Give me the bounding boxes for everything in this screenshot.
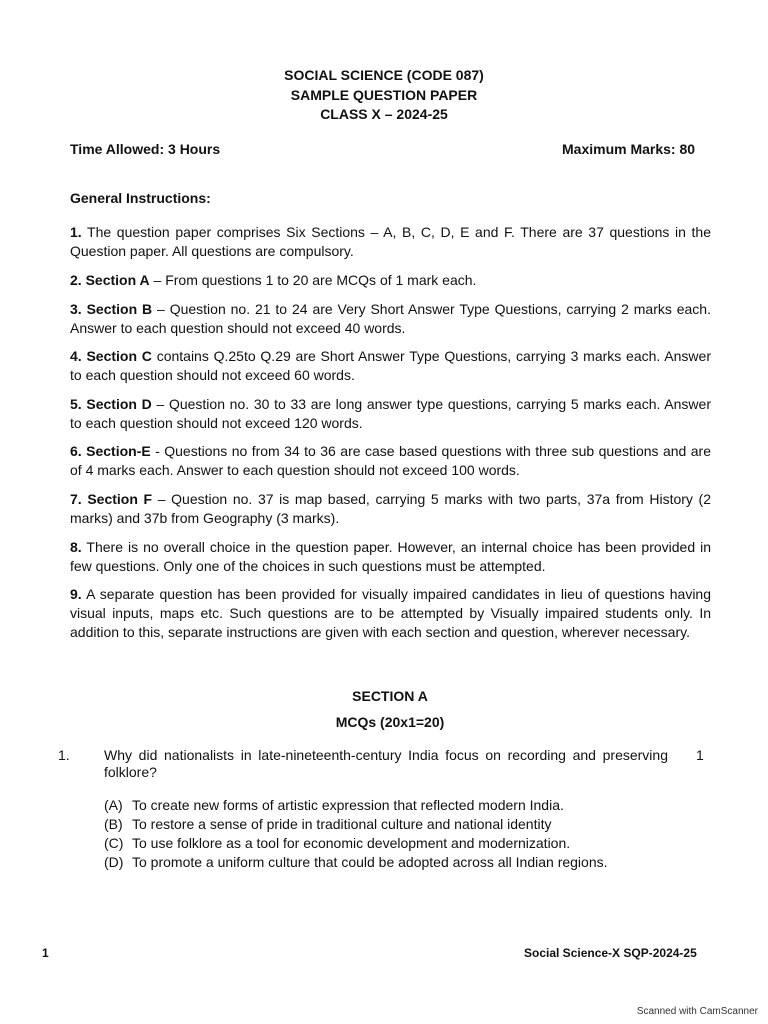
instruction-text: A separate question has been provided for visually impaired candidates in lieu of questions having visual inputs, maps etc. Such questions are to be attempted by Visually impaired students only. In addition to this, separate instructions are given with each section and question, wherever necessary. xyxy=(70,586,711,640)
instruction-section: Section-E xyxy=(81,443,151,459)
general-instructions-heading: General Instructions: xyxy=(70,190,211,206)
instruction-item-8 xyxy=(70,538,711,576)
instruction-number: 4. xyxy=(70,348,82,364)
option-text: To create new forms of artistic expression that reflected modern India. xyxy=(132,797,564,813)
instruction-text: – Question no. 37 is map based, carrying 5 marks with two parts, 37a from History (2 marks) and 37b from Geography (3 marks). xyxy=(70,491,711,526)
instruction-text: – Question no. 30 to 33 are long answer type questions, carrying 5 marks each. Answer to each question should not exceed 120 words. xyxy=(70,396,711,431)
option-c xyxy=(104,835,570,851)
section-title: SECTION A xyxy=(352,688,428,704)
instruction-item-3 xyxy=(70,300,711,338)
question-number: 1. xyxy=(58,747,70,763)
instruction-item-6 xyxy=(70,442,711,480)
option-text: To restore a sense of pride in traditional culture and national identity xyxy=(132,816,552,832)
question-marks: 1 xyxy=(696,747,704,763)
instruction-number: 7. xyxy=(70,491,82,507)
section-subtitle: MCQs (20x1=20) xyxy=(335,714,445,730)
instruction-text: The question paper comprises Six Sections – A, B, C, D, E and F. There are 37 questions in the Question paper. All questions are compulsory. xyxy=(70,224,711,259)
option-label: (D) xyxy=(104,854,124,870)
instruction-item-1 xyxy=(70,223,711,261)
paper-title-line2: SAMPLE QUESTION PAPER xyxy=(290,87,478,103)
instruction-item-7 xyxy=(70,490,711,528)
option-label: (C) xyxy=(104,835,124,851)
paper-title-line3: CLASS X – 2024-25 xyxy=(320,106,448,122)
instruction-section: Section B xyxy=(81,301,153,317)
option-label: (B) xyxy=(104,816,123,832)
question-text: Why did nationalists in late-nineteenth-century India focus on recording and preserving folklore? xyxy=(104,747,668,780)
instruction-item-2 xyxy=(70,271,711,290)
instruction-text: There is no overall choice in the question paper. However, an internal choice has been provided in few questions. Only one of the choices in such questions must be attempted. xyxy=(70,539,711,574)
instruction-item-5 xyxy=(70,395,711,433)
option-b xyxy=(104,816,551,832)
instruction-text: contains Q.25to Q.29 are Short Answer Type Questions, carrying 3 marks each. Answer to each question should not exceed 60 words. xyxy=(70,348,711,383)
option-text: To promote a uniform culture that could be adopted across all Indian regions. xyxy=(132,854,608,870)
option-a xyxy=(104,797,564,813)
option-text: To use folklore as a tool for economic development and modernization. xyxy=(132,835,571,851)
paper-title-line1: SOCIAL SCIENCE (CODE 087) xyxy=(284,67,484,83)
option-label: (A) xyxy=(104,797,123,813)
instruction-number: 6. xyxy=(70,443,82,459)
time-allowed: Time Allowed: 3 Hours xyxy=(70,141,221,157)
instruction-text: – Question no. 21 to 24 are Very Short Answer Type Questions, carrying 2 marks each. Answer to each question should not exceed 40 words. xyxy=(70,301,711,336)
page-number: 1 xyxy=(42,946,49,960)
instruction-item-4 xyxy=(70,347,711,385)
instruction-number: 8. xyxy=(70,539,82,555)
instruction-number: 3. xyxy=(70,301,82,317)
instruction-section: Section A xyxy=(81,272,150,288)
instruction-section: Section C xyxy=(81,348,152,364)
instruction-item-9 xyxy=(70,585,711,642)
instruction-number: 9. xyxy=(70,586,82,602)
instruction-number: 2. xyxy=(70,272,82,288)
maximum-marks: Maximum Marks: 80 xyxy=(562,141,696,157)
instruction-number: 1. xyxy=(70,224,82,240)
instruction-section: Section F xyxy=(81,491,153,507)
instruction-text: – From questions 1 to 20 are MCQs of 1 mark each. xyxy=(149,272,477,288)
instruction-number: 5. xyxy=(70,396,82,412)
instruction-section: Section D xyxy=(81,396,152,412)
instruction-text: - Questions no from 34 to 36 are case based questions with three sub questions and are of 4 marks each. Answer to each question should not exceed 100 words. xyxy=(70,443,711,478)
scanner-watermark: Scanned with CamScanner xyxy=(636,1006,758,1017)
option-d xyxy=(104,854,608,870)
footer-paper-code: Social Science-X SQP-2024-25 xyxy=(524,946,697,960)
